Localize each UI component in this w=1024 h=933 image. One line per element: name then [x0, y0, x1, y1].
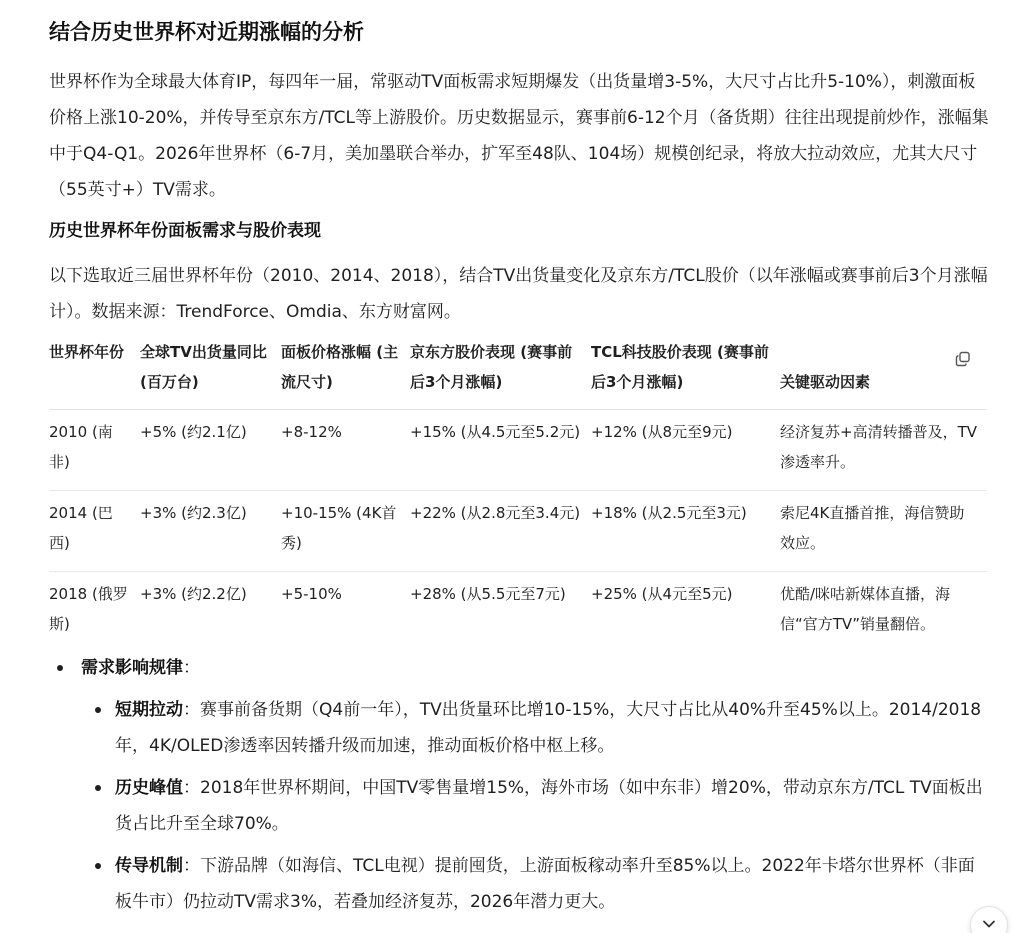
bullet-dot-icon: [57, 665, 63, 671]
table-cell: +3% (约2.3亿): [140, 491, 281, 572]
bullet-dot-icon: [95, 785, 101, 791]
table-header-cell: 京东方股价表现 (赛事前后3个月涨幅): [410, 333, 591, 410]
table-cell: 2014 (巴西): [49, 491, 140, 572]
list-item: [49, 650, 989, 686]
table-cell: +8-12%: [281, 410, 410, 491]
table-cell: 经济复苏+高清转播普及，TV渗透率升。: [780, 410, 987, 491]
table-header-row: [49, 333, 987, 410]
chevron-down-icon: [982, 919, 996, 929]
table-header-cell: [780, 333, 987, 410]
copy-icon[interactable]: [955, 351, 971, 367]
list-item: [49, 848, 989, 920]
bullet-text: ：2018年世界杯期间，中国TV零售量增15%，海外市场（如中东非）增20%，带动京东方/TCL TV面板出货占比升至全球70%。: [115, 778, 983, 834]
table-header-cell: 全球TV出货量同比 (百万台): [140, 333, 281, 410]
table-header-cell: TCL科技股价表现 (赛事前后3个月涨幅): [591, 333, 780, 410]
table-cell: 2010 (南非): [49, 410, 140, 491]
table-header-cell: 世界杯年份: [49, 333, 140, 410]
table-cell: +12% (从8元至9元): [591, 410, 780, 491]
bullet-label: 传导机制: [115, 856, 183, 876]
table-cell: +5% (约2.1亿): [140, 410, 281, 491]
bullet-label: 历史峰值: [115, 778, 183, 798]
table-cell: +10-15% (4K首秀): [281, 491, 410, 572]
bullet-dot-icon: [95, 863, 101, 869]
bullet-text: ：: [183, 658, 200, 678]
bullet-list: [49, 650, 989, 920]
page-title: 结合历史世界杯对近期涨幅的分析: [49, 20, 364, 44]
bullet-label: 短期拉动: [115, 700, 183, 720]
intro-paragraph: 世界杯作为全球最大体育IP，每四年一届，常驱动TV面板需求短期爆发（出货量增3-5%，大尺寸占比升5-10%），刺激面板价格上涨10-20%，并传导至京东方/TCL等上游股价。历史数据显示，赛事前6-12个月（备货期）往往出现提前炒作，涨幅集中于Q4-Q1。2026年世界杯（6-7月，美加墨联合举办，扩军至48队、104场）规模创纪录，将放大拉动效应，尤其大尺寸（55英寸+）TV需求。: [49, 72, 989, 200]
table-cell: +3% (约2.2亿): [140, 585, 247, 603]
bullet-dot-icon: [95, 707, 101, 713]
table-cell: +25% (从4元至5元): [591, 585, 733, 603]
list-item: [49, 770, 989, 842]
table-row: [49, 410, 987, 491]
table-header-label: 关键驱动因素: [780, 373, 871, 391]
table-cell: 优酷/咪咕新媒体直播，海信“官方TV”销量翻倍。: [780, 585, 951, 633]
scroll-down-button[interactable]: [970, 906, 1008, 933]
bullet-text: ：下游品牌（如海信、TCL电视）提前囤货，上游面板稼动率升至85%以上。2022年卡塔尔世界杯（非面板牛市）仍拉动TV需求3%，若叠加经济复苏，2026年潜力更大。: [115, 856, 975, 912]
table-cell: +22% (从2.8元至3.4元): [410, 491, 591, 572]
table-header-cell: 面板价格涨幅 (主流尺寸): [281, 333, 410, 410]
bullet-label: 需求影响规律: [81, 658, 183, 678]
table-intro-paragraph: 以下选取近三届世界杯年份（2010、2014、2018），结合TV出货量变化及京东方/TCL股价（以年涨幅或赛事前后3个月涨幅计）。数据来源：TrendForce、Omdia、东方财富网。: [49, 266, 988, 322]
data-table: [49, 333, 987, 652]
table-row: [49, 491, 987, 572]
list-item: [49, 692, 989, 764]
bullet-text: ：赛事前备货期（Q4前一年），TV出货量环比增10-15%，大尺寸占比从40%升至45%以上。2014/2018年，4K/OLED渗透率因转播升级而加速，推动面板价格中枢上移。: [115, 700, 982, 756]
table-cell: 2018 (俄罗斯): [49, 585, 128, 633]
table-cell: +18% (从2.5元至3元): [591, 491, 780, 572]
section-heading: 历史世界杯年份面板需求与股价表现: [49, 221, 321, 241]
table-cell: +28% (从5.5元至7元): [410, 585, 566, 603]
table-cell: +15% (从4.5元至5.2元): [410, 410, 591, 491]
table-cell: 索尼4K直播首推，海信赞助效应。: [780, 491, 987, 572]
table-row: [49, 572, 987, 653]
table-cell: +5-10%: [281, 585, 342, 603]
